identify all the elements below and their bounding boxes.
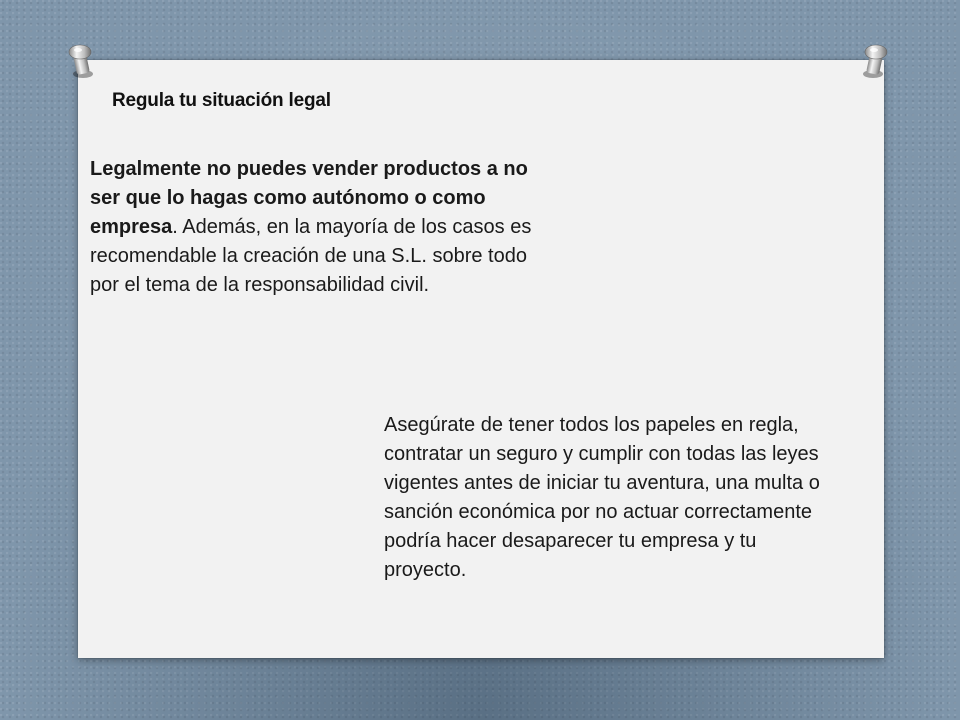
legal-requirements-bold-text: Legalmente no puedes vender productos a no ser que lo hagas como autónomo o como empresa xyxy=(90,158,528,238)
pushpin-right-icon xyxy=(860,40,890,80)
legal-requirements-normal-text: . Además, en la mayoría de los casos es recomendable la creación de una S.L. sobre todo por el tema de la responsabilidad civil. xyxy=(90,216,532,296)
legal-requirements-paragraph xyxy=(90,155,560,300)
paperwork-advice-paragraph: Asegúrate de tener todos los papeles en regla, contratar un seguro y cumplir con todas las leyes vigentes antes de iniciar tu aventura, una multa o sanción económica por no actuar correctamente podría hacer desaparecer tu empresa y tu proyecto. xyxy=(384,414,820,581)
slide-title: Regula tu situación legal xyxy=(112,90,331,111)
pushpin-left-icon xyxy=(66,40,96,80)
